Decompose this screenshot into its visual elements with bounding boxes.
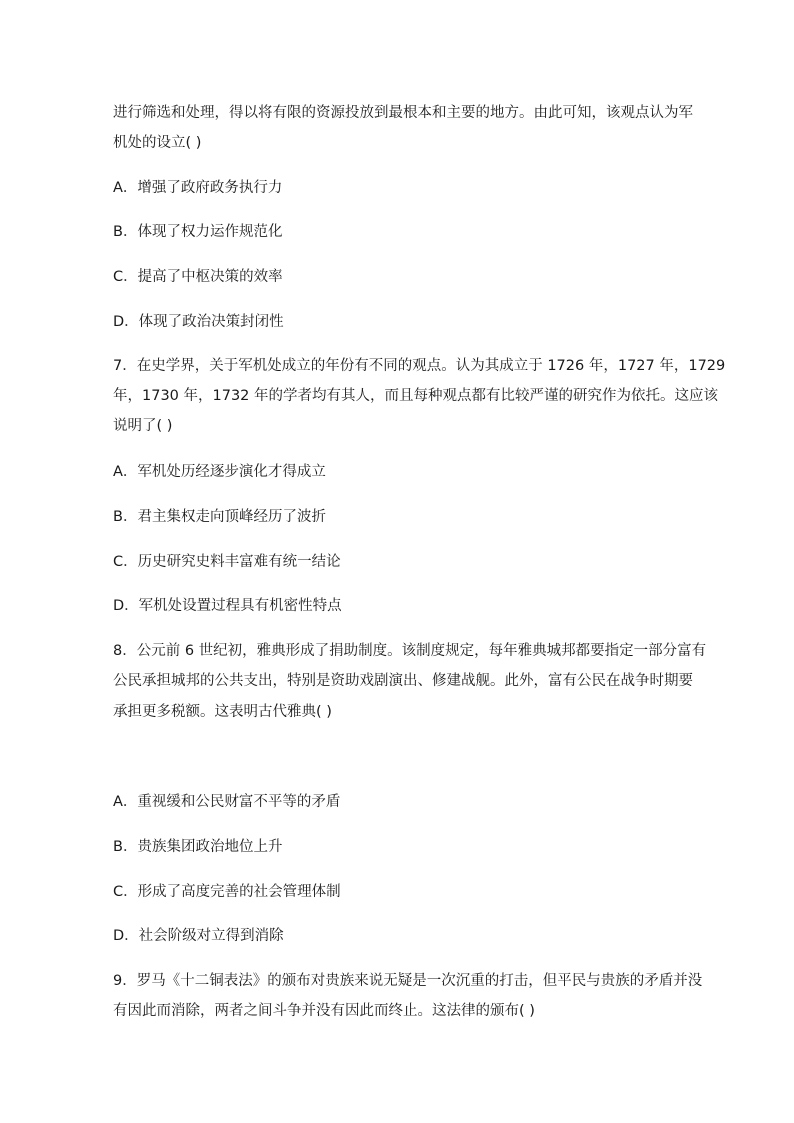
q8-option-d: D．社会阶级对立得到消除 bbox=[113, 928, 284, 944]
q8-stem-line-1: 8．公元前 6 世纪初，雅典形成了捐助制度。该制度规定，每年雅典城邦都要指定一部分富有 bbox=[113, 643, 707, 659]
q8-option-a: A．重视缓和公民财富不平等的矛盾 bbox=[113, 794, 341, 810]
q6-option-b: B．体现了权力运作规范化 bbox=[113, 224, 283, 240]
q7-option-d: D．军机处设置过程具有机密性特点 bbox=[113, 598, 342, 614]
q6-stem-line-2: 机处的设立( ) bbox=[113, 135, 202, 151]
q7-option-c: C．历史研究史料丰富难有统一结论 bbox=[113, 554, 341, 570]
q9-stem-line-1: 9．罗马《十二铜表法》的颁布对贵族来说无疑是一次沉重的打击，但平民与贵族的矛盾并没 bbox=[113, 973, 703, 989]
q8-option-b: B．贵族集团政治地位上升 bbox=[113, 839, 283, 855]
q8-stem-line-3: 承担更多税额。这表明古代雅典( ) bbox=[113, 704, 332, 720]
q9-stem-line-2: 有因此而消除，两者之间斗争并没有因此而终止。这法律的颁布( ) bbox=[113, 1003, 535, 1019]
q8-stem-line-2: 公民承担城邦的公共支出，特别是资助戏剧演出、修建战舰。此外，富有公民在战争时期要 bbox=[113, 673, 693, 689]
q7-stem-line-3: 说明了( ) bbox=[113, 418, 173, 434]
q7-stem-line-2: 年，1730 年，1732 年的学者均有其人，而且每种观点都有比较严谨的研究作为依托。这应该 bbox=[113, 388, 719, 404]
q6-option-c: C．提高了中枢决策的效率 bbox=[113, 269, 283, 285]
q6-option-d: D．体现了政治决策封闭性 bbox=[113, 314, 284, 330]
q7-option-b: B．君主集权走向顶峰经历了波折 bbox=[113, 509, 326, 525]
q7-option-a: A．军机处历经逐步演化才得成立 bbox=[113, 464, 326, 480]
q8-option-c: C．形成了高度完善的社会管理体制 bbox=[113, 884, 341, 900]
q6-option-a: A．增强了政府政务执行力 bbox=[113, 180, 283, 196]
q7-stem-line-1: 7．在史学界，关于军机处成立的年份有不同的观点。认为其成立于 1726 年，1727 年，1729 bbox=[113, 358, 726, 374]
q6-stem-line-1: 进行筛选和处理，得以将有限的资源投放到最根本和主要的地方。由此可知，该观点认为军 bbox=[113, 105, 693, 121]
